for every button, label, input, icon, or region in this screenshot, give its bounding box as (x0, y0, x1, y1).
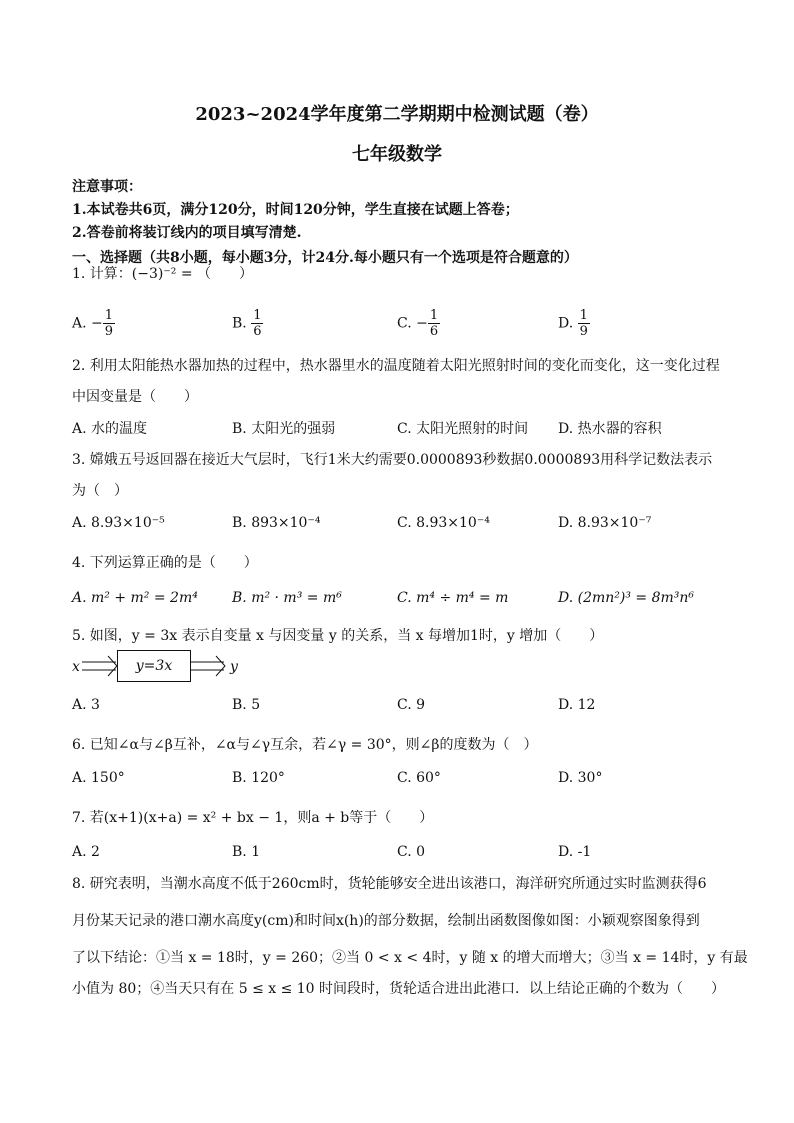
question-3-stem-2: 为（ ） (72, 483, 128, 499)
q2-option-b: B. 太阳光的强弱 (232, 421, 336, 437)
question-8-stem-1: 8. 研究表明，当潮水高度不低于260cm时，货轮能够安全进出该港口，海洋研究所通过实时监测获得6 (72, 876, 707, 892)
q6-option-d: D. 30° (558, 770, 603, 786)
question-1-stem: 1. 计算：(−3)⁻² = （ ） (72, 266, 254, 282)
question-4-stem: 4. 下列运算正确的是（ ） (72, 555, 258, 571)
q4-option-d: D. (2mn²)³ = 8m³n⁶ (558, 590, 695, 606)
q3-option-c: C. 8.93×10⁻⁴ (397, 515, 490, 531)
question-8-stem-2: 月份某天记录的港口潮水高度y(cm)和时间x(h)的部分数据，绘制出函数图像如图：小颖观察图象得到 (72, 913, 700, 929)
question-6-stem: 6. 已知∠α与∠β互补，∠α与∠γ互余，若∠γ = 30°，则∠β的度数为（ ） (72, 737, 538, 753)
question-8-stem-4: 小值为 80；④当天只有在 5 ≤ x ≤ 10 时间段时，货轮适合进出此港口．以上结论正确的个数为（ ） (72, 981, 726, 997)
exam-subtitle: 七年级数学 (352, 144, 442, 165)
q1-option-c: C. − $\frac{1}{6}$ (397, 308, 439, 339)
question-8-stem-3: 了以下结论：①当 x = 18时，y = 260；②当 0 < x < 4时，y 随 x 的增大而增大；③当 x = 14时，y 有最 (72, 950, 748, 966)
question-2-stem-1: 2. 利用太阳能热水器加热的过程中，热水器里水的温度随着太阳光照射时间的变化而变化，这一变化过程 (72, 358, 720, 374)
q7-option-d: D. -1 (558, 844, 592, 860)
q2-option-c: C. 太阳光照射的时间 (397, 421, 529, 437)
q4-option-b: B. m² · m³ = m⁶ (232, 590, 342, 606)
q4-option-a: A. m² + m² = 2m⁴ (72, 590, 198, 606)
q7-option-b: B. 1 (232, 844, 261, 860)
q7-option-a: A. 2 (72, 844, 100, 860)
q7-option-c: C. 0 (397, 844, 426, 860)
notes-line-1: 1.本试卷共6页，满分120分，时间120分钟，学生直接在试题上答卷； (72, 202, 519, 218)
question-2-stem-2: 中因变量是（ ） (72, 389, 198, 405)
diagram-function-box: y=3x (117, 650, 191, 682)
q6-option-b: B. 120° (232, 770, 285, 786)
diagram-output-label: y (230, 659, 238, 675)
q2-option-d: D. 热水器的容积 (558, 421, 662, 437)
q3-option-b: B. 893×10⁻⁴ (232, 515, 321, 531)
section-heading: 一、选择题（共8小题，每小题3分，计24分.每小题只有一个选项是符合题意的） (72, 250, 578, 266)
q3-option-d: D. 8.93×10⁻⁷ (558, 515, 652, 531)
q1-option-a: A. − $\frac{1}{9}$ (72, 308, 114, 339)
q2-option-a: A. 水的温度 (72, 421, 148, 437)
question-7-stem: 7. 若(x+1)(x+a) = x² + bx − 1，则a + b等于（ ） (72, 810, 434, 826)
q5-option-a: A. 3 (72, 697, 100, 713)
question-3-stem-1: 3. 嫦娥五号返回器在接近大气层时，飞行1米大约需要0.0000893秒数据0.0000893用科学记数法表示 (72, 452, 713, 468)
q4-option-c: C. m⁴ ÷ m⁴ = m (397, 590, 509, 606)
diagram-input-label: x (72, 659, 80, 675)
q1-option-d: D. $\frac{1}{9}$ (558, 308, 588, 339)
q5-option-c: C. 9 (397, 697, 426, 713)
q5-option-d: D. 12 (558, 697, 596, 713)
notes-line-2: 2.答卷前将装订线内的项目填写清楚. (72, 225, 302, 241)
notes-heading: 注意事项： (72, 179, 142, 195)
q3-option-a: A. 8.93×10⁻⁵ (72, 515, 165, 531)
q6-option-a: A. 150° (72, 770, 125, 786)
question-5-stem: 5. 如图，y = 3x 表示自变量 x 与因变量 y 的关系，当 x 每增加1时，y 增加（ ） (72, 628, 604, 644)
exam-title: 2023~2024学年度第二学期期中检测试题（卷） (195, 104, 599, 125)
q6-option-c: C. 60° (397, 770, 441, 786)
q1-option-b: B. $\frac{1}{6}$ (232, 308, 262, 339)
q5-option-b: B. 5 (232, 697, 261, 713)
